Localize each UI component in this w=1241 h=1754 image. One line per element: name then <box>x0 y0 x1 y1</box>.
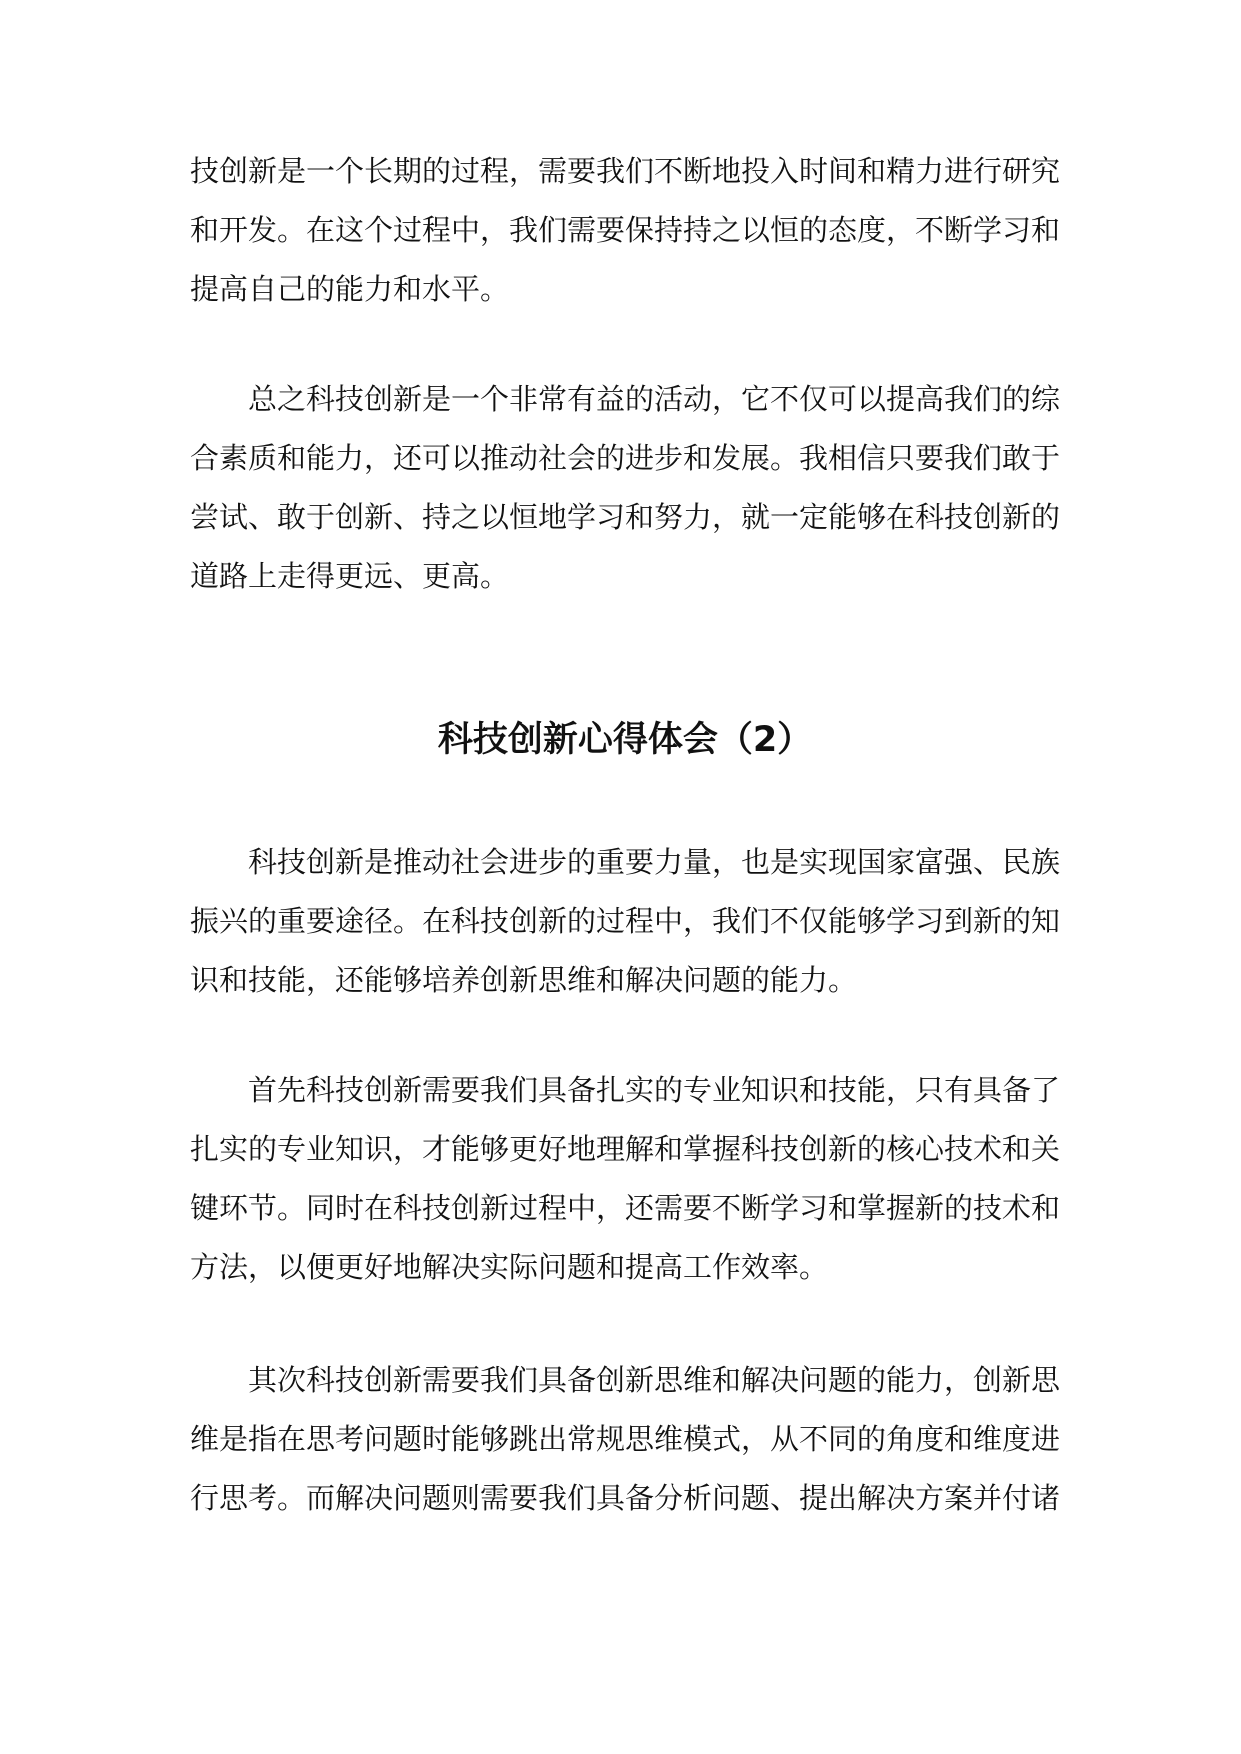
text-line: 扎实的专业知识，才能够更好地理解和掌握科技创新的核心技术和关 <box>190 1132 1061 1166</box>
text-line: 总之科技创新是一个非常有益的活动，它不仅可以提高我们的综 <box>248 382 1061 416</box>
text-line: 键环节。同时在科技创新过程中，还需要不断学习和掌握新的技术和 <box>190 1191 1061 1225</box>
text-line: 合素质和能力，还可以推动社会的进步和发展。我相信只要我们敢于 <box>190 441 1061 475</box>
text-line: 振兴的重要途径。在科技创新的过程中，我们不仅能够学习到新的知 <box>190 904 1061 938</box>
text-line: 和开发。在这个过程中，我们需要保持持之以恒的态度，不断学习和 <box>190 213 1061 247</box>
text-line: 识和技能，还能够培养创新思维和解决问题的能力。 <box>190 963 858 997</box>
text-line: 尝试、敢于创新、持之以恒地学习和努力，就一定能够在科技创新的 <box>190 500 1061 534</box>
text-line: 技创新是一个长期的过程，需要我们不断地投入时间和精力进行研究 <box>190 154 1061 188</box>
paragraph-conclusion <box>190 370 1060 606</box>
text-line: 首先科技创新需要我们具备扎实的专业知识和技能，只有具备了 <box>248 1073 1061 1107</box>
text-line: 提高自己的能力和水平。 <box>190 272 510 306</box>
text-line: 道路上走得更远、更高。 <box>190 559 510 593</box>
paragraph-intro-continuation <box>190 142 1060 319</box>
text-line: 维是指在思考问题时能够跳出常规思维模式，从不同的角度和维度进 <box>190 1422 1061 1456</box>
text-line: 科技创新是推动社会进步的重要力量，也是实现国家富强、民族 <box>248 845 1061 879</box>
paragraph-section2-second <box>190 1351 1060 1528</box>
paragraph-section2-first <box>190 1061 1060 1297</box>
text-line: 行思考。而解决问题则需要我们具备分析问题、提出解决方案并付诸 <box>190 1481 1061 1515</box>
text-line: 方法，以便更好地解决实际问题和提高工作效率。 <box>190 1250 829 1284</box>
section-title: 科技创新心得体会（2） <box>437 720 813 760</box>
paragraph-section2-intro <box>190 833 1060 1010</box>
text-line: 其次科技创新需要我们具备创新思维和解决问题的能力，创新思 <box>248 1363 1061 1397</box>
